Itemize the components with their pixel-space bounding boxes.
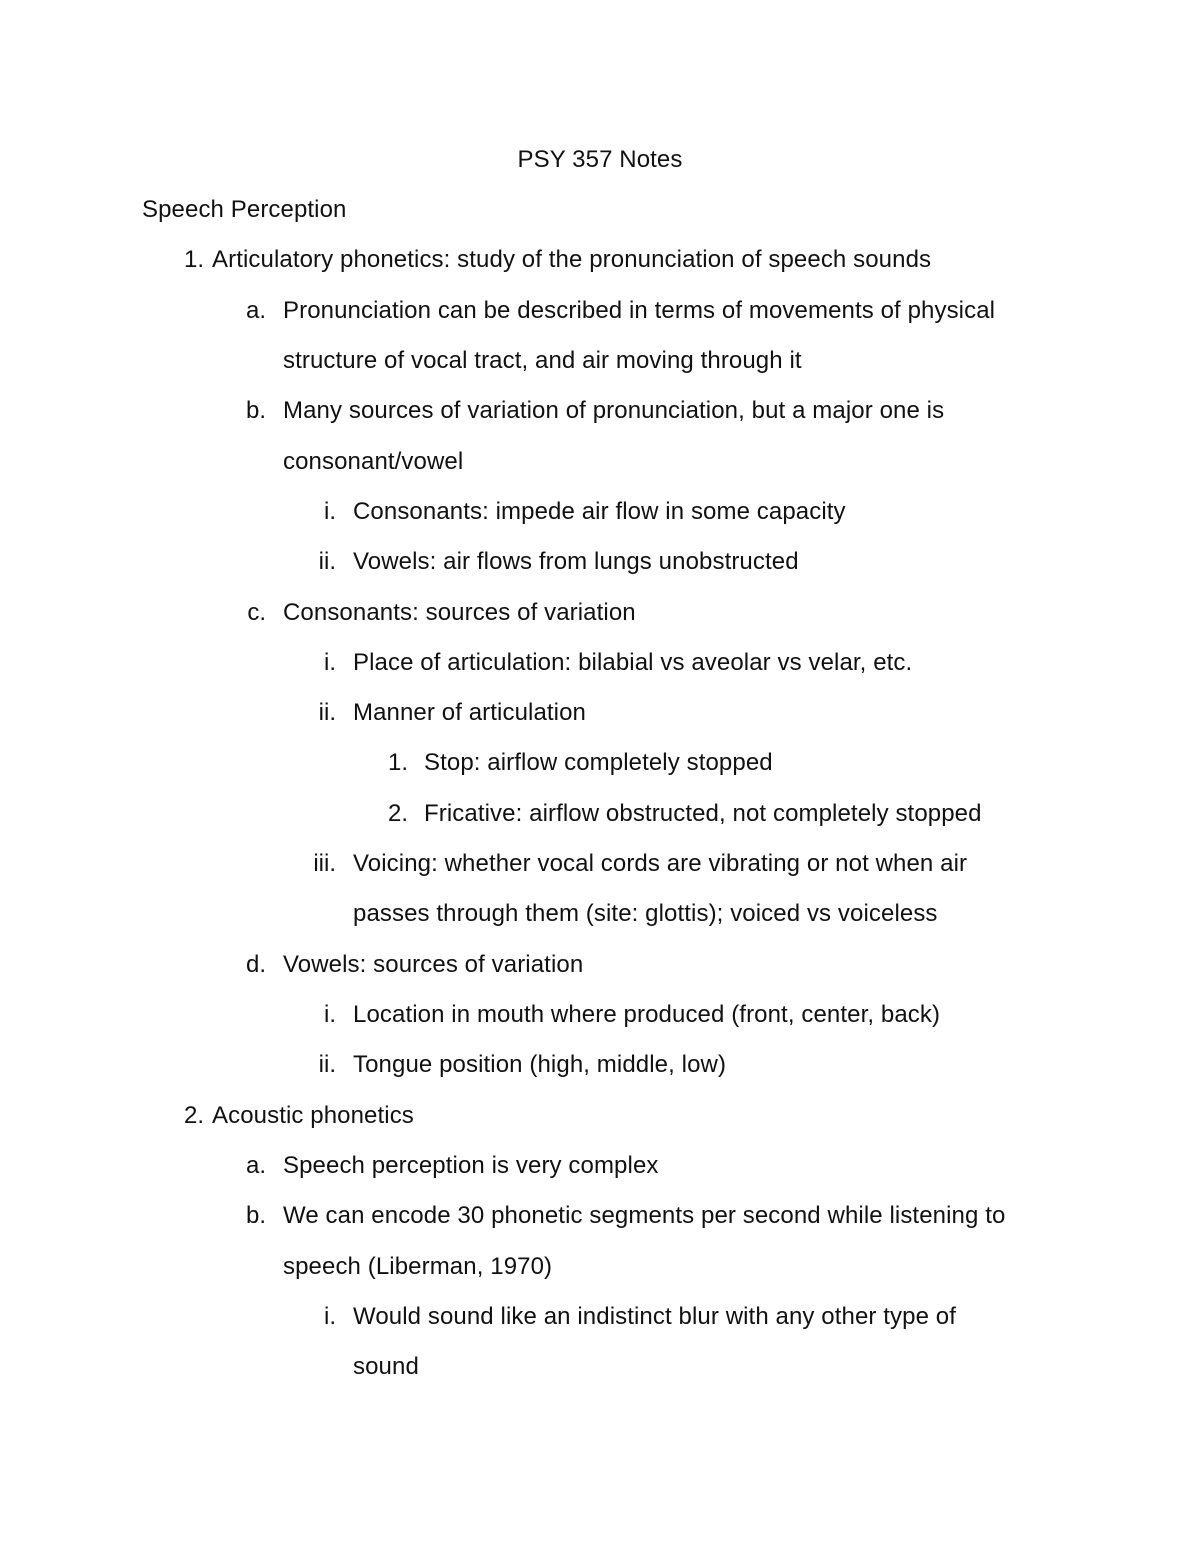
list-item-text: Fricative: airflow obstructed, not completely stopped (424, 800, 982, 827)
list-item-text: Tongue position (high, middle, low) (353, 1051, 727, 1078)
list-item-text: Vowels: sources of variation (283, 951, 584, 978)
list-item-text: Many sources of variation of pronunciation, but a major one is (283, 397, 945, 424)
list-item-continuation: consonant/vowel (283, 448, 464, 475)
list-marker: iii. (313, 850, 336, 877)
list-item-continuation: sound (353, 1353, 419, 1380)
list-marker: 1. (387, 749, 408, 776)
list-marker: ii. (318, 1051, 336, 1078)
list-item-text: Acoustic phonetics (212, 1102, 414, 1129)
list-marker: i. (324, 649, 336, 676)
list-marker: b. (245, 397, 266, 424)
list-item-text: Pronunciation can be described in terms of movements of physical (283, 297, 996, 324)
list-marker: i. (324, 1303, 336, 1330)
list-marker: i. (324, 1001, 336, 1028)
list-marker: 2. (387, 800, 408, 827)
list-item-text: Consonants: sources of variation (283, 599, 636, 626)
page-title: PSY 357 Notes (517, 146, 683, 173)
list-item-text: Location in mouth where produced (front, center, back) (353, 1001, 941, 1028)
list-item-text: We can encode 30 phonetic segments per second while listening to (283, 1202, 1006, 1229)
list-item-text: Articulatory phonetics: study of the pronunciation of speech sounds (212, 246, 932, 273)
list-item-continuation: structure of vocal tract, and air moving through it (283, 347, 802, 374)
list-marker: 1. (183, 246, 204, 273)
list-marker: a. (245, 1152, 266, 1179)
list-marker: a. (245, 297, 266, 324)
list-item-text: Consonants: impede air flow in some capacity (353, 498, 846, 525)
list-item-continuation: speech (Liberman, 1970) (283, 1253, 553, 1280)
list-item-continuation: passes through them (site: glottis); voiced vs voiceless (353, 900, 938, 927)
section-heading: Speech Perception (142, 196, 347, 223)
list-item-text: Stop: airflow completely stopped (424, 749, 773, 776)
list-item-text: Speech perception is very complex (283, 1152, 659, 1179)
list-marker: ii. (318, 548, 336, 575)
list-marker: ii. (318, 699, 336, 726)
list-marker: 2. (183, 1102, 204, 1129)
list-marker: i. (324, 498, 336, 525)
list-marker: c. (247, 599, 266, 626)
list-marker: d. (245, 951, 266, 978)
list-item-text: Voicing: whether vocal cords are vibrating or not when air (353, 850, 968, 877)
list-item-text: Place of articulation: bilabial vs aveolar vs velar, etc. (353, 649, 913, 676)
list-marker: b. (245, 1202, 266, 1229)
list-item-text: Vowels: air flows from lungs unobstructed (353, 548, 799, 575)
list-item-text: Manner of articulation (353, 699, 586, 726)
list-item-text: Would sound like an indistinct blur with any other type of (353, 1303, 957, 1330)
